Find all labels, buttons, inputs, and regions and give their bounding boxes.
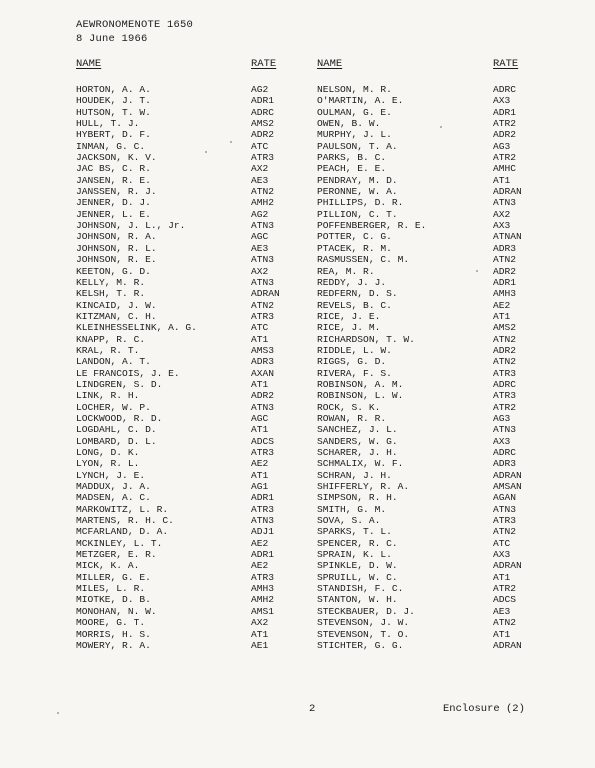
- name-right: REA, M. R.: [317, 265, 375, 277]
- name-left: KITZMAN, C. H.: [76, 310, 157, 322]
- name-right: SPRAIN, K. L.: [317, 549, 392, 561]
- name-right: STEVENSON, T. O.: [317, 628, 410, 640]
- rate-left: AMS1: [251, 605, 275, 617]
- rate-right: ATC: [493, 537, 511, 549]
- name-right: SCHARER, J. H.: [317, 447, 398, 458]
- rate-left: AX2: [251, 617, 269, 629]
- name-left: LE FRANCOIS, J. E.: [76, 367, 180, 379]
- rate-right: ADR3: [493, 242, 517, 254]
- name-right: NELSON, M. R.: [317, 84, 392, 95]
- rate-left: AX2: [251, 163, 269, 175]
- rate-left: ATC: [251, 140, 269, 152]
- roster-row: [0, 266, 595, 277]
- roster-row: [0, 118, 595, 129]
- rate-right: ATNAN: [493, 231, 522, 243]
- roster-row: [0, 152, 595, 163]
- name-right: RIDDLE, L. W.: [317, 344, 392, 356]
- name-left: LOCHER, W. P.: [76, 401, 151, 413]
- rate-right: ADR1: [493, 276, 517, 288]
- name-left: JAC BS, C. R.: [76, 163, 151, 175]
- name-right: RICE, J. E.: [317, 310, 381, 322]
- rate-right: ATR2: [493, 118, 517, 130]
- name-right: SMITH, G. M.: [317, 503, 387, 515]
- rate-left: ATN3: [251, 515, 275, 527]
- rate-right: ADR2: [493, 265, 517, 277]
- name-right: STECKBAUER, D. J.: [317, 605, 415, 617]
- rate-left: ATN3: [251, 220, 275, 232]
- rate-left: AT1: [251, 378, 269, 390]
- rate-right: AT1: [493, 310, 511, 322]
- roster-row: [0, 504, 595, 515]
- name-right: ROBINSON, L. W.: [317, 390, 404, 402]
- rate-right: AG3: [493, 412, 511, 424]
- name-left: LONG, D. K.: [76, 447, 140, 458]
- name-right: ROWAN, R. R.: [317, 412, 387, 424]
- rate-right: AT1: [493, 174, 511, 186]
- rate-right: AX2: [493, 208, 511, 220]
- roster-row: [0, 288, 595, 299]
- roster-row: [0, 447, 595, 458]
- name-right: STANDISH, F. C.: [317, 583, 404, 595]
- name-left: MORRIS, H. S.: [76, 628, 151, 640]
- name-left: MICK, K. A.: [76, 560, 140, 572]
- name-left: LINK, R. H.: [76, 390, 140, 402]
- name-left: HUTSON, T. W.: [76, 106, 151, 118]
- roster-row: [0, 594, 595, 605]
- name-left: JOHNSON, R. A.: [76, 231, 157, 243]
- roster-row: [0, 141, 595, 152]
- roster-row: [0, 538, 595, 549]
- name-left: METZGER, E. R.: [76, 549, 157, 561]
- roster-row: [0, 345, 595, 356]
- name-left: JOHNSON, J. L., Jr.: [76, 220, 186, 232]
- rate-left: AX2: [251, 265, 269, 277]
- rate-right: ATR2: [493, 583, 517, 595]
- rate-left: AG2: [251, 84, 269, 95]
- rate-left: ADR1: [251, 492, 275, 504]
- rate-column-header-right: RATE: [493, 58, 519, 70]
- rate-left: AE3: [251, 242, 269, 254]
- roster-row: [0, 220, 595, 231]
- name-left: LOMBARD, D. L.: [76, 435, 157, 447]
- rate-left: ATR3: [251, 152, 275, 164]
- roster-row: [0, 424, 595, 435]
- roster-row: [0, 197, 595, 208]
- rate-left: AMH3: [251, 583, 275, 595]
- name-left: MADDUX, J. A.: [76, 481, 151, 493]
- roster-row: [0, 243, 595, 254]
- roster-row: [0, 254, 595, 265]
- rate-left: ATN3: [251, 401, 275, 413]
- roster-row: [0, 209, 595, 220]
- roster-row: [0, 84, 595, 95]
- roster-row: [0, 163, 595, 174]
- rate-right: ADR1: [493, 106, 517, 118]
- rate-left: AXAN: [251, 367, 275, 379]
- name-left: LOGDAHL, C. D.: [76, 424, 157, 436]
- rate-right: AMSAN: [493, 481, 522, 493]
- name-left: KLEINHESSELINK, A. G.: [76, 322, 197, 334]
- rate-right: ADCS: [493, 594, 517, 606]
- rate-right: ADR2: [493, 344, 517, 356]
- roster-row: [0, 277, 595, 288]
- rate-left: ATR3: [251, 571, 275, 583]
- name-right: PARKS, B. C.: [317, 152, 387, 164]
- rate-right: ATN3: [493, 503, 517, 515]
- rate-right: ATN2: [493, 526, 517, 538]
- roster-row: [0, 95, 595, 106]
- name-left: MIOTKE, D. B.: [76, 594, 151, 606]
- rate-left: ADCS: [251, 435, 275, 447]
- name-column-header-right: NAME: [317, 58, 343, 70]
- name-left: JOHNSON, R. L.: [76, 242, 157, 254]
- roster-row: [0, 175, 595, 186]
- rate-right: ATN2: [493, 356, 517, 368]
- rate-left: AGC: [251, 231, 269, 243]
- rate-right: AGAN: [493, 492, 517, 504]
- name-left: MCFARLAND, D. A.: [76, 526, 169, 538]
- rate-left: ATN3: [251, 254, 275, 266]
- rate-left: AMH2: [251, 594, 275, 606]
- rate-right: ATR3: [493, 515, 517, 527]
- rate-right: ATR2: [493, 401, 517, 413]
- name-left: LANDON, A. T.: [76, 356, 151, 368]
- name-right: SPENCER, R. C.: [317, 537, 398, 549]
- rate-right: ATR2: [493, 152, 517, 164]
- rate-right: AMH3: [493, 288, 517, 300]
- rate-left: ATR3: [251, 447, 275, 458]
- roster-row: [0, 583, 595, 594]
- name-right: POTTER, C. G.: [317, 231, 392, 243]
- personnel-roster: [0, 84, 595, 651]
- name-left: HULL, T. J.: [76, 118, 140, 130]
- rate-left: AMH2: [251, 197, 275, 209]
- roster-row: [0, 481, 595, 492]
- scan-speck: [205, 151, 207, 153]
- rate-right: ATN3: [493, 197, 517, 209]
- name-right: PEACH, E. E.: [317, 163, 387, 175]
- roster-row: [0, 322, 595, 333]
- roster-row: [0, 379, 595, 390]
- name-left: KELSH, T. R.: [76, 288, 146, 300]
- rate-left: AT1: [251, 333, 269, 345]
- name-right: RICHARDSON, T. W.: [317, 333, 415, 345]
- name-right: ROCK, S. K.: [317, 401, 381, 413]
- name-right: RICE, J. M.: [317, 322, 381, 334]
- rate-right: ADRC: [493, 84, 517, 95]
- name-right: RASMUSSEN, C. M.: [317, 254, 410, 266]
- name-right: ROBINSON, A. M.: [317, 378, 404, 390]
- rate-right: AMS2: [493, 322, 517, 334]
- rate-left: ADR2: [251, 129, 275, 141]
- name-right: REVELS, B. C.: [317, 299, 392, 311]
- roster-row: [0, 629, 595, 640]
- rate-left: ATR3: [251, 310, 275, 322]
- rate-left: ATC: [251, 322, 269, 334]
- name-right: SANDERS, W. G.: [317, 435, 398, 447]
- name-left: MONOHAN, N. W.: [76, 605, 157, 617]
- name-right: SOVA, S. A.: [317, 515, 381, 527]
- rate-left: AG1: [251, 481, 269, 493]
- rate-right: ATR3: [493, 390, 517, 402]
- name-right: STICHTER, G. G.: [317, 639, 404, 651]
- rate-left: ADRAN: [251, 288, 280, 300]
- rate-left: ADR1: [251, 549, 275, 561]
- rate-right: ADRC: [493, 378, 517, 390]
- name-right: STANTON, W. H.: [317, 594, 398, 606]
- name-left: KINCAID, J. W.: [76, 299, 157, 311]
- roster-row: [0, 617, 595, 628]
- name-left: MILES, L. R.: [76, 583, 146, 595]
- roster-row: [0, 436, 595, 447]
- rate-left: AE2: [251, 458, 269, 470]
- name-left: HOUDEK, J. T.: [76, 95, 151, 107]
- roster-row: [0, 640, 595, 651]
- scan-speck: [440, 126, 442, 128]
- roster-row: [0, 572, 595, 583]
- rate-right: AT1: [493, 571, 511, 583]
- roster-row: [0, 186, 595, 197]
- name-right: REDFERN, D. S.: [317, 288, 398, 300]
- roster-row: [0, 300, 595, 311]
- name-right: RIVERA, F. S.: [317, 367, 392, 379]
- name-right: OULMAN, G. E.: [317, 106, 392, 118]
- rate-right: ATR3: [493, 367, 517, 379]
- rate-left: AMS2: [251, 118, 275, 130]
- name-right: MURPHY, J. L.: [317, 129, 392, 141]
- name-right: PERONNE, W. A.: [317, 186, 398, 198]
- scan-speck: [57, 712, 59, 714]
- enclosure-label: Enclosure (2): [443, 703, 525, 715]
- name-left: MARTENS, R. H. C.: [76, 515, 174, 527]
- name-right: SANCHEZ, J. L.: [317, 424, 398, 436]
- name-left: JENNER, L. E.: [76, 208, 151, 220]
- name-left: LOCKWOOD, R. D.: [76, 412, 163, 424]
- name-left: LINDGREN, S. D.: [76, 378, 163, 390]
- name-right: O'MARTIN, A. E.: [317, 95, 404, 107]
- rate-right: ADR2: [493, 129, 517, 141]
- rate-right: AMHC: [493, 163, 517, 175]
- roster-row: [0, 492, 595, 503]
- name-left: JENNER, D. J.: [76, 197, 151, 209]
- name-left: JACKSON, K. V.: [76, 152, 157, 164]
- roster-row: [0, 413, 595, 424]
- rate-right: ADRAN: [493, 639, 522, 651]
- roster-row: [0, 470, 595, 481]
- rate-left: AG2: [251, 208, 269, 220]
- rate-right: ADRC: [493, 447, 517, 458]
- name-left: HYBERT, D. F.: [76, 129, 151, 141]
- rate-left: ADR1: [251, 95, 275, 107]
- name-right: STEVENSON, J. W.: [317, 617, 410, 629]
- rate-left: AGC: [251, 412, 269, 424]
- name-right: OWEN, B. W.: [317, 118, 381, 130]
- roster-row: [0, 334, 595, 345]
- name-left: LYNCH, J. E.: [76, 469, 146, 481]
- rate-right: AX3: [493, 220, 511, 232]
- rate-left: ATN3: [251, 276, 275, 288]
- rate-right: ADRAN: [493, 560, 522, 572]
- name-right: PAULSON, T. A.: [317, 140, 398, 152]
- name-left: MCKINLEY, L. T.: [76, 537, 163, 549]
- name-left: JANSSEN, R. J.: [76, 186, 157, 198]
- page-number: 2: [309, 703, 316, 715]
- rate-right: AX3: [493, 95, 511, 107]
- roster-row: [0, 549, 595, 560]
- name-right: PENDRAY, M. D.: [317, 174, 398, 186]
- name-right: SHIFFERLY, R. A.: [317, 481, 410, 493]
- name-left: MARKOWITZ, L. R.: [76, 503, 169, 515]
- rate-right: AX3: [493, 549, 511, 561]
- rate-left: AT1: [251, 469, 269, 481]
- roster-row: [0, 560, 595, 571]
- name-right: SPINKLE, D. W.: [317, 560, 398, 572]
- rate-left: ADRC: [251, 106, 275, 118]
- name-right: SCHRAN, J. H.: [317, 469, 392, 481]
- roster-row: [0, 107, 595, 118]
- memo-date: 8 June 1966: [76, 33, 148, 45]
- name-column-header-left: NAME: [76, 58, 102, 70]
- roster-row: [0, 390, 595, 401]
- roster-row: [0, 129, 595, 140]
- name-left: HORTON, A. A.: [76, 84, 151, 95]
- rate-left: AE3: [251, 174, 269, 186]
- rate-left: ADR3: [251, 356, 275, 368]
- roster-row: [0, 231, 595, 242]
- rate-right: ADRAN: [493, 469, 522, 481]
- rate-right: ATN2: [493, 254, 517, 266]
- name-left: INMAN, G. C.: [76, 140, 146, 152]
- rate-right: AE2: [493, 299, 511, 311]
- rate-right: ATN2: [493, 333, 517, 345]
- rate-left: AT1: [251, 628, 269, 640]
- name-right: SPARKS, T. L.: [317, 526, 392, 538]
- rate-right: ATN2: [493, 617, 517, 629]
- roster-row: [0, 356, 595, 367]
- roster-row: [0, 526, 595, 537]
- name-right: PTACEK, R. M.: [317, 242, 392, 254]
- scan-speck: [230, 141, 232, 143]
- name-right: SCHMALIX, W. F.: [317, 458, 404, 470]
- roster-row: [0, 606, 595, 617]
- roster-row: [0, 458, 595, 469]
- rate-left: ATN2: [251, 186, 275, 198]
- name-right: REDDY, J. J.: [317, 276, 387, 288]
- name-right: SIMPSON, R. H.: [317, 492, 398, 504]
- rate-right: AE3: [493, 605, 511, 617]
- rate-left: AMS3: [251, 344, 275, 356]
- name-left: KRAL, R. T.: [76, 344, 140, 356]
- rate-right: AG3: [493, 140, 511, 152]
- name-left: JOHNSON, R. E.: [76, 254, 157, 266]
- name-right: RIGGS, G. D.: [317, 356, 387, 368]
- roster-row: [0, 515, 595, 526]
- scan-speck: [476, 270, 478, 272]
- rate-left: ATR3: [251, 503, 275, 515]
- name-left: MILLER, G. E.: [76, 571, 151, 583]
- roster-row: [0, 311, 595, 322]
- name-left: JANSEN, R. E.: [76, 174, 151, 186]
- name-right: PHILLIPS, D. R.: [317, 197, 404, 209]
- name-left: MOWERY, R. A.: [76, 639, 151, 651]
- roster-row: [0, 402, 595, 413]
- rate-left: ATN2: [251, 299, 275, 311]
- rate-column-header-left: RATE: [251, 58, 277, 70]
- rate-left: ADR2: [251, 390, 275, 402]
- rate-right: ADRAN: [493, 186, 522, 198]
- rate-left: AE2: [251, 537, 269, 549]
- roster-row: [0, 368, 595, 379]
- name-left: MOORE, G. T.: [76, 617, 146, 629]
- rate-left: AE2: [251, 560, 269, 572]
- rate-right: AX3: [493, 435, 511, 447]
- name-right: PILLION, C. T.: [317, 208, 398, 220]
- rate-right: ATN3: [493, 424, 517, 436]
- rate-left: ADJ1: [251, 526, 275, 538]
- name-left: MADSEN, A. C.: [76, 492, 151, 504]
- rate-right: ADR3: [493, 458, 517, 470]
- name-left: KEETON, G. D.: [76, 265, 151, 277]
- memo-number: AEWRONOMENOTE 1650: [76, 19, 194, 31]
- rate-left: AT1: [251, 424, 269, 436]
- name-right: POFFENBERGER, R. E.: [317, 220, 427, 232]
- name-left: KELLY, M. R.: [76, 276, 146, 288]
- name-right: SPRUILL, W. C.: [317, 571, 398, 583]
- rate-right: AT1: [493, 628, 511, 640]
- rate-left: AE1: [251, 639, 269, 651]
- name-left: KNAPP, R. C.: [76, 333, 146, 345]
- name-left: LYON, R. L.: [76, 458, 140, 470]
